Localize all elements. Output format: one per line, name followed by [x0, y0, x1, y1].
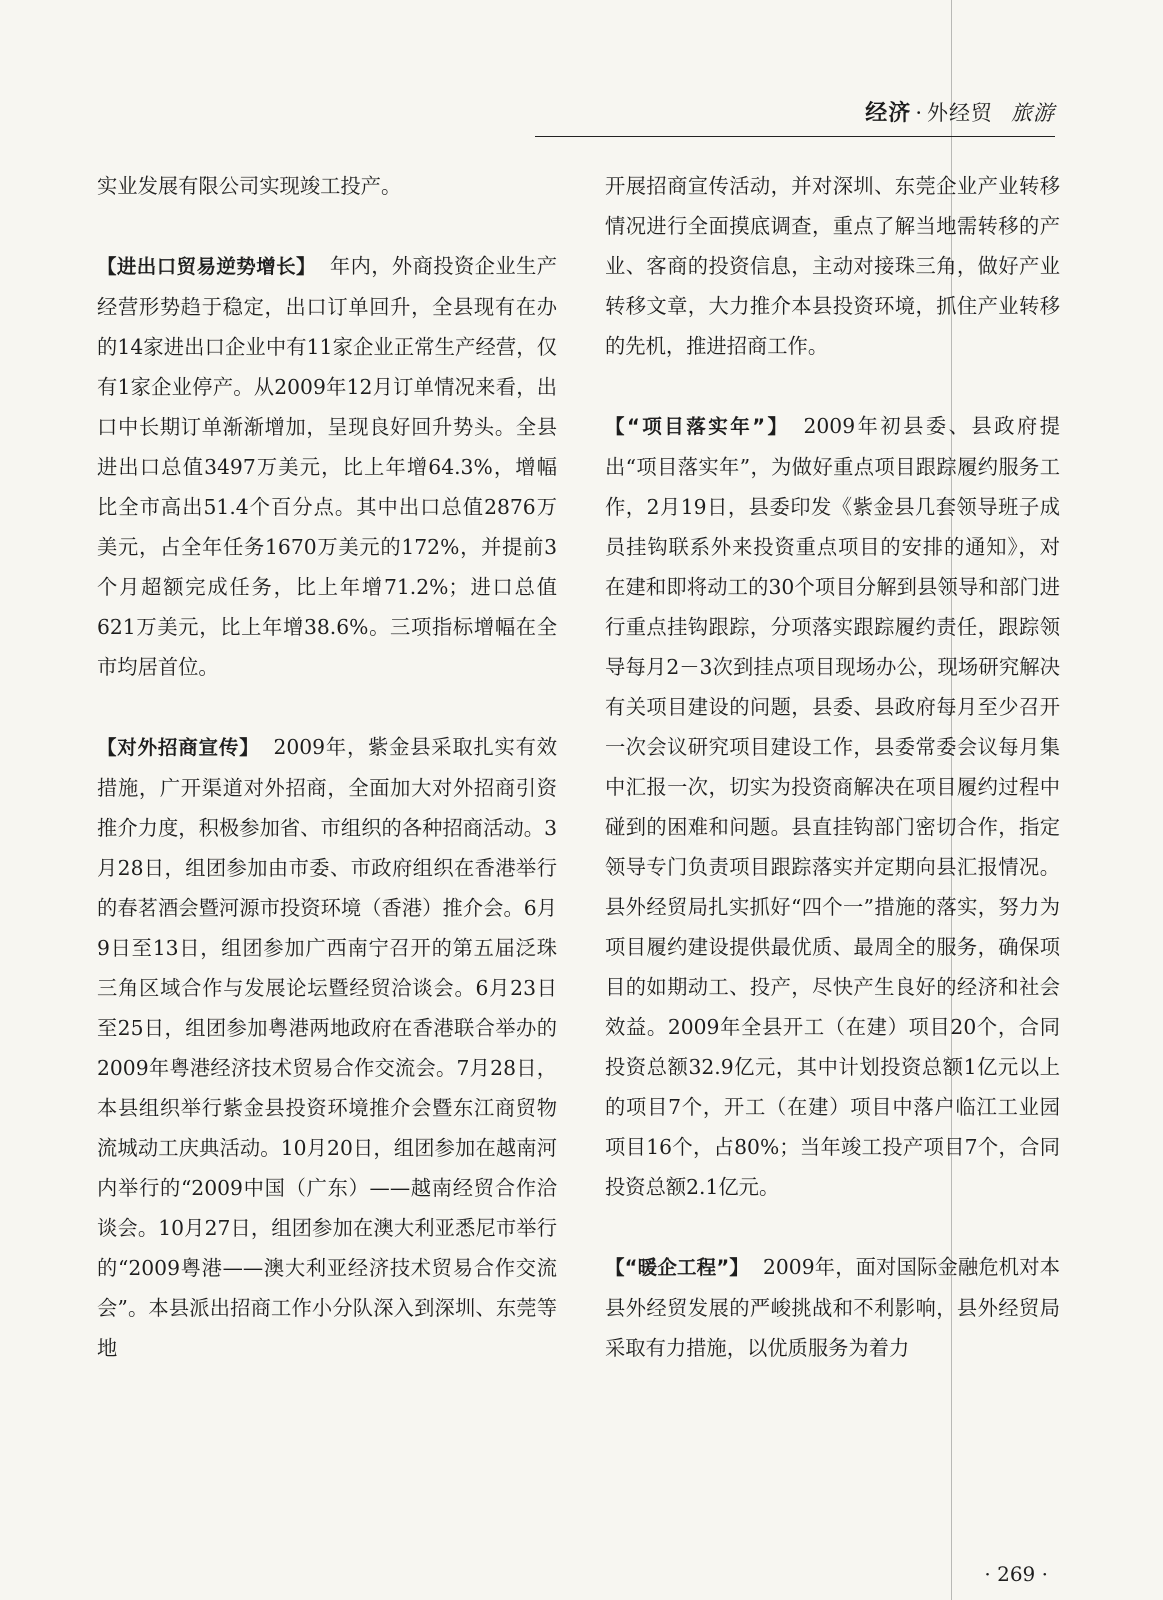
paragraph-investment-promotion [97, 727, 557, 1368]
header-subsection: 外经贸 [927, 101, 993, 125]
right-column [605, 166, 1060, 1408]
paragraph-text: 2009年初县委、县政府提出“项目落实年”，为做好重点项目跟踪履约服务工作，2月19日，县委印发《紫金县几套领导班子成员挂钩联系外来投资重点项目的安排的通知》，对在建和即将动工的30个项目分解到县领导和部门进行重点挂钩跟踪，分项落实跟踪履约责任，跟踪领导每月2－3次到挂点项目现场办公，现场研究解决有关项目建设的问题，县委、县政府每月至少召开一次会议研究项目建设工作，县委常委会议每月集中汇报一次，切实为投资商解决在项目履约过程中碰到的困难和问题。县直挂钩部门密切合作，指定领导专门负责项目跟踪落实并定期向县汇报情况。县外经贸局扎实抓好“四个一”措施的落实，努力为项目履约建设提供最优质、最周全的服务，确保项目的如期动工、投产，尽快产生良好的经济和社会效益。2009年全县开工（在建）项目20个，合同投资总额32.9亿元，其中计划投资总额1亿元以上的项目7个，开工（在建）项目中落户临江工业园项目16个，占80%；当年竣工投产项目7个，合同投资总额2.1亿元。 [605, 414, 1060, 1199]
paragraph-warm-enterprise [605, 1247, 1060, 1368]
paragraph-text: 开展招商宣传活动，并对深圳、东莞企业产业转移情况进行全面摸底调查，重点了解当地需转移的产业、客商的投资信息，主动对接珠三角，做好产业转移文章，大力推介本县投资环境，抓住产业转移的先机，推进招商工作。 [605, 174, 1060, 358]
paragraph-continuation [97, 166, 557, 206]
paragraph-heading: 【对外招商宣传】 [97, 736, 260, 759]
header-separator: · [915, 101, 923, 125]
paragraph-text: 2009年，紫金县采取扎实有效措施，广开渠道对外招商，全面加大对外招商引资推介力度，积极参加省、市组织的各种招商活动。3月28日，组团参加由市委、市政府组织在香港举行的春茗酒会暨河源市投资环境（香港）推介会。6月9日至13日，组团参加广西南宁召开的第五届泛珠三角区域合作与发展论坛暨经贸洽谈会。6月23日至25日，组团参加粤港两地政府在香港联合举办的2009年粤港经济技术贸易合作交流会。7月28日，本县组织举行紫金县投资环境推介会暨东江商贸物流城动工庆典活动。10月20日，组团参加在越南河内举行的“2009中国（广东）——越南经贸合作洽谈会。10月27日，组团参加在澳大利亚悉尼市举行的“2009粤港——澳大利亚经济技术贸易合作交流会”。本县派出招商工作小分队深入到深圳、东莞等地 [97, 735, 557, 1360]
paragraph-text: 实业发展有限公司实现竣工投产。 [97, 174, 402, 198]
paragraph-heading: 【“暖企工程”】 [605, 1256, 749, 1279]
header-topic: 旅游 [1011, 101, 1055, 125]
running-header [535, 96, 1055, 132]
paragraph-continuation [605, 166, 1060, 366]
header-rule [535, 136, 1055, 137]
paragraph-text: 年内，外商投资企业生产经营形势趋于稳定，出口订单回升，全县现有在办的14家进出口企业中有11家企业正常生产经营，仅有1家企业停产。从2009年12月订单情况来看，出口中长期订单渐渐增加，呈现良好回升势头。全县进出口总值3497万美元，比上年增64.3%，增幅比全市高出51.4个百分点。其中出口总值2876万美元，占全年任务1670万美元的172%，并提前3个月超额完成任务，比上年增71.2%；进口总值621万美元，比上年增38.6%。三项指标增幅在全市均居首位。 [97, 254, 557, 679]
left-column [97, 166, 557, 1408]
paragraph-project-year [605, 406, 1060, 1207]
page-number: · 269 · [984, 1562, 1048, 1586]
header-section: 经济 [865, 101, 912, 126]
paragraph-text: 2009年，面对国际金融危机对本县外经贸发展的严峻挑战和不利影响，县外经贸局采取有力措施，以优质服务为着力 [605, 1255, 1060, 1360]
paragraph-heading: 【进出口贸易逆势增长】 [97, 255, 316, 278]
paragraph-trade-growth [97, 246, 557, 687]
paragraph-heading: 【“项目落实年”】 [605, 415, 790, 438]
